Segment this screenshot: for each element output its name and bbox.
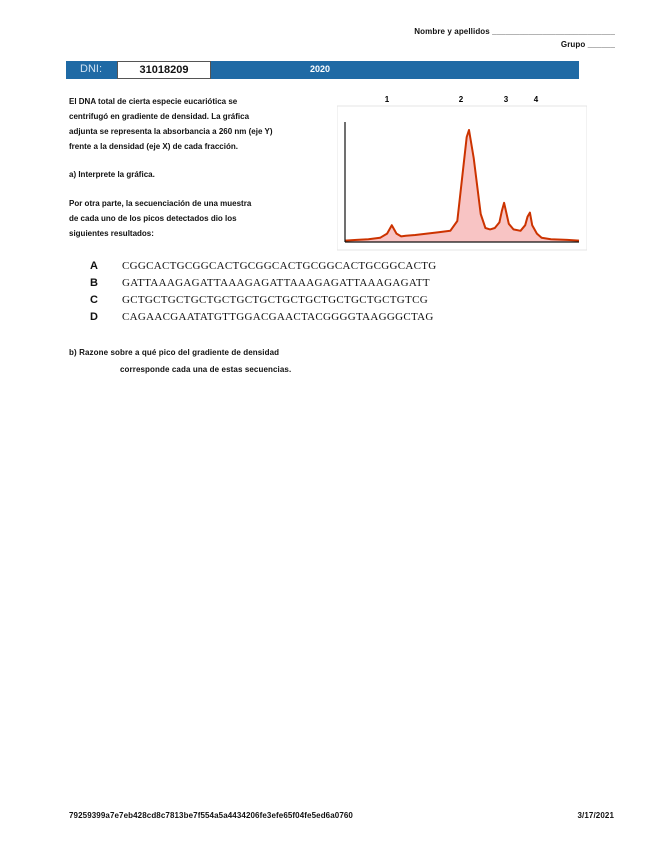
question-b-line-2: corresponde cada una de estas secuencias. [120,365,292,374]
question-b-line-1: b) Razone sobre a qué pico del gradiente de densidad [69,348,280,357]
footer-date: 3/17/2021 [577,811,614,820]
intro-line: adjunta se representa la absorbancia a 260 nm (eje Y) [69,127,273,136]
intro-line: frente a la densidad (eje X) de cada fracción. [69,142,238,151]
sequencing-intro-line: siguientes resultados: [69,229,154,238]
sequencing-intro-line: de cada uno de los picos detectados dio los [69,214,237,223]
intro-line: El DNA total de cierta especie eucariótica se [69,97,238,106]
peak-label-4: 4 [533,95,539,104]
sequence-row-c [90,294,428,310]
sequence-text: GATTAAAGAGATTAAAGAGATTAAAGAGATTAAAGAGATT [122,277,430,289]
year-label: 2020 [310,64,331,74]
sequence-label: C [90,294,98,306]
sequence-text: CGGCACTGCGGCACTGCGGCACTGCGGCACTGCGGCACTG [122,260,437,272]
group-field-label: Grupo ______ [560,40,615,49]
dni-label: DNI: [80,63,102,75]
question-a: a) Interprete la gráfica. [69,170,155,179]
sequence-text: GCTGCTGCTGCTGCTGCTGCTGCTGCTGCTGCTGCTGTCG [122,294,428,306]
sequence-row-a [90,260,437,276]
footer-hash: 79259399a7e7eb428cd8c7813be7f554a5a4434206fe3efe65f04fe5ed6a0760 [69,811,353,820]
peak-label-3: 3 [503,95,509,104]
sequencing-intro-line: Por otra parte, la secuenciación de una muestra [69,199,252,208]
density-gradient-chart [337,92,587,254]
sequence-text: CAGAACGAATATGTTGGACGAACTACGGGGTAAGGGCTAG [122,311,434,323]
dni-value: 31018209 [117,61,211,79]
sequence-label: A [90,260,98,272]
sequence-label: D [90,311,98,323]
sequence-label: B [90,277,98,289]
sequence-row-d [90,311,434,327]
sequence-row-b [90,277,430,293]
intro-paragraph [69,94,319,154]
peak-label-1: 1 [384,95,390,104]
name-field-label: Nombre y apellidos ___________________________ [414,27,615,36]
sequencing-intro [69,196,319,241]
peak-label-2: 2 [458,95,464,104]
intro-line: centrifugó en gradiente de densidad. La gráfica [69,112,250,121]
